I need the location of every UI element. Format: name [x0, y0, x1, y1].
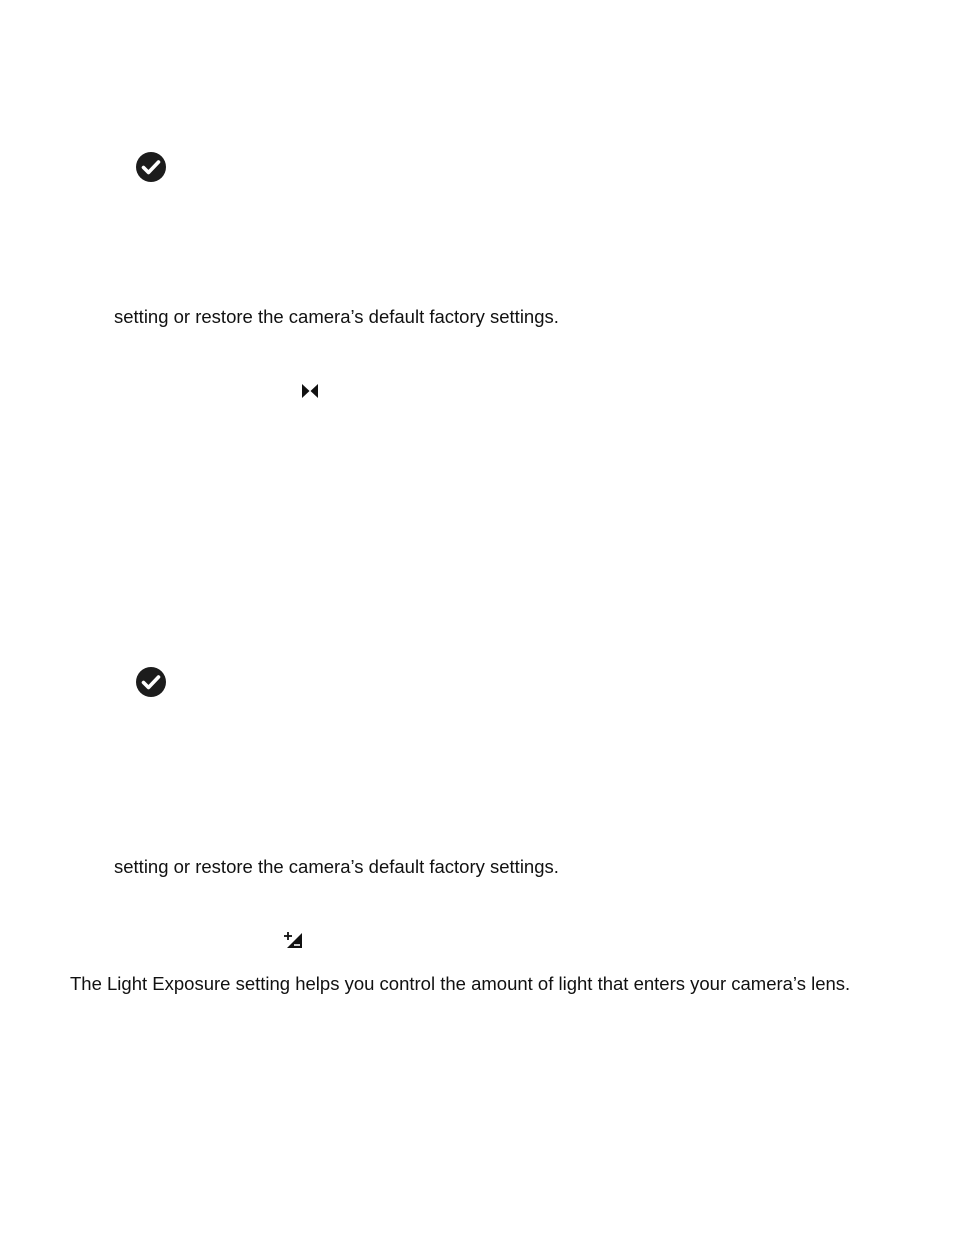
restore-defaults-caption: setting or restore the camera’s default factory settings. — [114, 856, 559, 877]
restore-defaults-caption: setting or restore the camera’s default factory settings. — [114, 306, 559, 327]
light-exposure-description: The Light Exposure setting helps you control the amount of light that enters your camera’s lens. — [70, 973, 851, 994]
check-circle-icon — [135, 666, 167, 698]
sharpness-bowtie-icon — [301, 383, 319, 399]
exposure-compensation-icon — [283, 931, 303, 949]
check-circle-icon — [135, 151, 167, 183]
